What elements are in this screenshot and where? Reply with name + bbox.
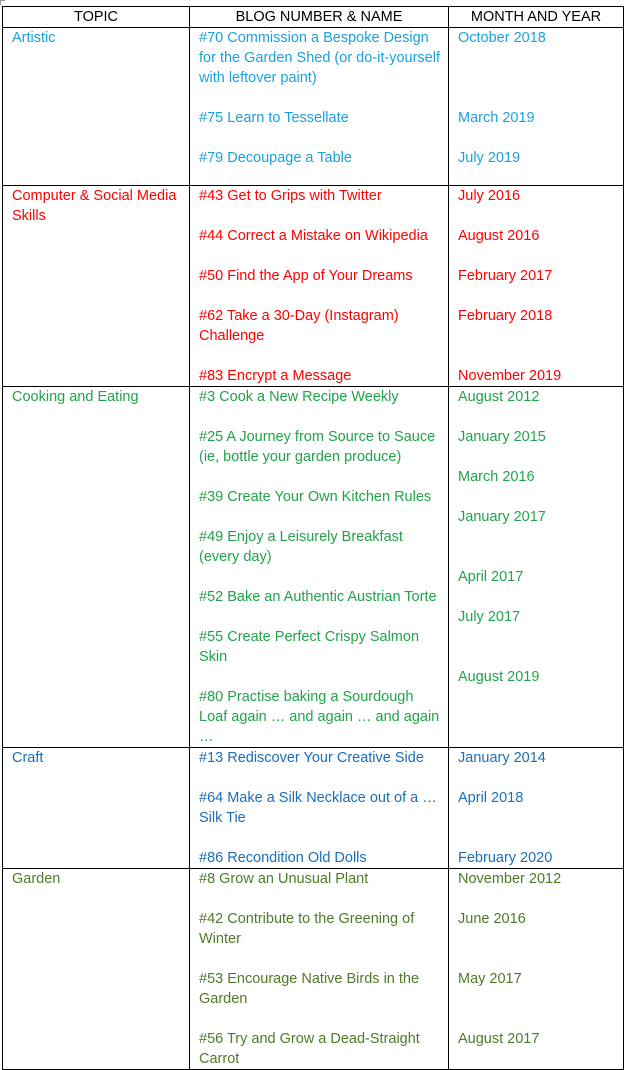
blogs-cooking-eating: [190, 387, 449, 748]
date-entry: August 2017: [458, 1031, 540, 1047]
blogs-computer-social-media: [190, 186, 449, 387]
date-entry: October 2018: [458, 30, 546, 46]
topic-artistic: Artistic: [3, 28, 190, 186]
dates-cooking-eating: [449, 387, 624, 748]
blog-entry: #44 Correct a Mistake on Wikipedia: [199, 228, 428, 244]
date-entry: August 2012: [458, 389, 540, 405]
blogs-craft: [190, 748, 449, 869]
date-entry: January 2014: [458, 750, 546, 766]
blog-entry: #49 Enjoy a Leisurely Breakfast (every day): [199, 529, 403, 565]
blog-topics-document: [2, 6, 623, 1070]
blog-entry: #43 Get to Grips with Twitter: [199, 188, 382, 204]
date-entry: January 2017: [458, 509, 546, 525]
date-entry: November 2012: [458, 871, 562, 887]
blog-entry: #3 Cook a New Recipe Weekly: [199, 389, 399, 405]
date-entry: July 2019: [458, 150, 521, 166]
date-entry: April 2018: [458, 790, 524, 806]
date-entry: July 2016: [458, 188, 521, 204]
blog-entry: #70 Commission a Bespoke Design for the Garden Shed (or do-it-yourself with leftover paint): [199, 30, 440, 86]
date-entry: August 2019: [458, 669, 540, 685]
topic-garden: Garden: [3, 869, 190, 1070]
date-entry: August 2016: [458, 228, 540, 244]
blog-entry: #25 A Journey from Source to Sauce (ie, bottle your garden produce): [199, 429, 436, 465]
dates-craft: [449, 748, 624, 869]
blogs-artistic: [190, 28, 449, 186]
dates-artistic: [449, 28, 624, 186]
blog-entry: #39 Create Your Own Kitchen Rules: [199, 489, 432, 505]
date-entry: February 2018: [458, 308, 553, 324]
blog-entry: #75 Learn to Tessellate: [199, 110, 349, 126]
blog-entry: #8 Grow an Unusual Plant: [199, 871, 369, 887]
blog-entry: #83 Encrypt a Message: [199, 368, 352, 384]
date-entry: April 2017: [458, 569, 524, 585]
blog-entry: #80 Practise baking a Sourdough Loaf again … and again … and again …: [199, 689, 440, 745]
blog-entry: #50 Find the App of Your Dreams: [199, 268, 413, 284]
blogs-garden: [190, 869, 449, 1070]
topic-computer-social-media: Computer & Social Media Skills: [3, 186, 190, 387]
date-entry: July 2017: [458, 609, 521, 625]
header-blog-number-name: BLOG NUMBER & NAME: [190, 7, 449, 28]
table-row-artistic: [3, 28, 624, 186]
date-entry: June 2016: [458, 911, 526, 927]
header-topic: TOPIC: [3, 7, 190, 28]
blog-entry: #52 Bake an Authentic Austrian Torte: [199, 589, 437, 605]
blog-entry: #13 Rediscover Your Creative Side: [199, 750, 424, 766]
blog-entry: #53 Encourage Native Birds in the Garden: [199, 971, 420, 1007]
table-row-craft: [3, 748, 624, 869]
page-corner-marker: [0, 0, 5, 5]
blog-entry: #79 Decoupage a Table: [199, 150, 352, 166]
blog-entry: #62 Take a 30-Day (Instagram) Challenge: [199, 308, 399, 344]
table-row-cooking-eating: [3, 387, 624, 748]
blog-entry: #55 Create Perfect Crispy Salmon Skin: [199, 629, 420, 665]
dates-garden: [449, 869, 624, 1070]
date-entry: November 2019: [458, 368, 562, 384]
dates-computer-social-media: [449, 186, 624, 387]
header-row: [3, 7, 624, 28]
date-entry: February 2017: [458, 268, 553, 284]
date-entry: January 2015: [458, 429, 546, 445]
blog-topics-table: [2, 6, 624, 1070]
date-entry: February 2020: [458, 850, 553, 866]
topic-craft: Craft: [3, 748, 190, 869]
table-row-garden: [3, 869, 624, 1070]
date-entry: May 2017: [458, 971, 522, 987]
topic-cooking-eating: Cooking and Eating: [3, 387, 190, 748]
date-entry: March 2016: [458, 469, 535, 485]
date-entry: March 2019: [458, 110, 535, 126]
header-month-year: MONTH AND YEAR: [449, 7, 624, 28]
table-row-computer-social-media: [3, 186, 624, 387]
blog-entry: #64 Make a Silk Necklace out of a … Silk Tie: [199, 790, 437, 826]
blog-entry: #42 Contribute to the Greening of Winter: [199, 911, 415, 947]
blog-entry: #56 Try and Grow a Dead-Straight Carrot: [199, 1031, 420, 1067]
blog-entry: #86 Recondition Old Dolls: [199, 850, 367, 866]
